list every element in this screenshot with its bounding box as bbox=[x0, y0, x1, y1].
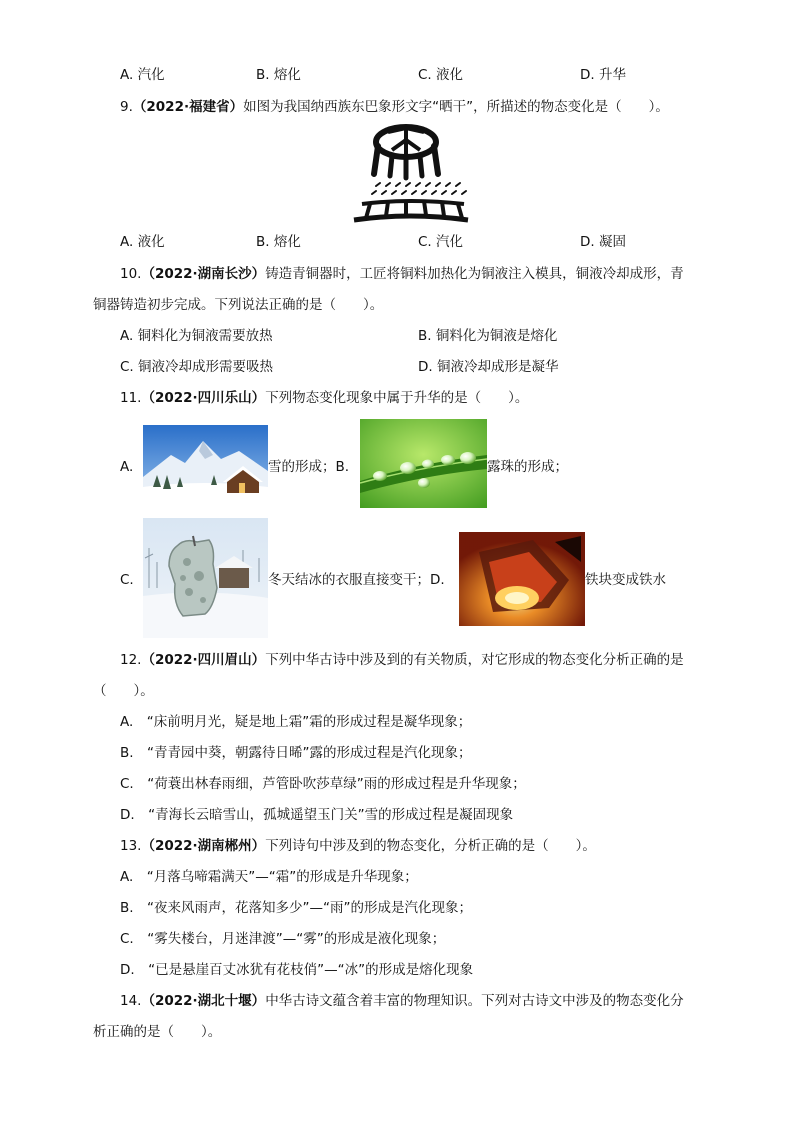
q14-number: 14. bbox=[120, 993, 142, 1009]
q10-source: （2022·湖南长沙） bbox=[141, 266, 266, 282]
q12-option-a: A. “床前明月光，疑是地上霜”霜的形成过程是凝华现象； bbox=[120, 714, 472, 730]
q11-option-d-text: 铁块变成铁水 bbox=[585, 572, 666, 588]
q11-option-c-label: C. bbox=[120, 572, 134, 588]
q14-stem-line2: 析正确的是（ ）。 bbox=[93, 1024, 222, 1040]
q10-option-d: D. 铜液冷却成形是凝华 bbox=[418, 359, 559, 375]
q13-option-a: A. “月落乌啼霜满天”—“霜”的形成是升华现象； bbox=[120, 869, 418, 885]
q11-text: 下列物态变化现象中属于升华的是（ ）。 bbox=[265, 390, 529, 406]
q13-text: 下列诗句中涉及到的物态变化，分析正确的是（ ）。 bbox=[265, 838, 596, 854]
snow-mountain-image bbox=[143, 425, 268, 505]
q12-text-line1: 下列中华古诗中涉及到的有关物质，对它形成的物态变化分析正确的是 bbox=[265, 652, 684, 668]
q8-option-b: B. 熔化 bbox=[256, 67, 301, 83]
dew-drops-image bbox=[360, 419, 487, 508]
q9-source: （2022·福建省） bbox=[132, 99, 244, 115]
q11-stem bbox=[120, 389, 528, 407]
q10-number: 10. bbox=[120, 266, 142, 282]
q12-number: 12. bbox=[120, 652, 142, 668]
q11-option-c-text: 冬天结冰的衣服直接变干；D. bbox=[268, 572, 445, 588]
q12-stem-line2: （ ）。 bbox=[93, 683, 154, 699]
q11-option-a-label: A. bbox=[120, 459, 134, 475]
frozen-clothes-image bbox=[143, 518, 268, 638]
q9-option-a: A. 液化 bbox=[120, 234, 165, 250]
q9-option-d: D. 凝固 bbox=[580, 234, 626, 250]
q10-stem-line1 bbox=[120, 265, 684, 283]
q9-option-b: B. 熔化 bbox=[256, 234, 301, 250]
q13-stem bbox=[120, 837, 596, 855]
q11-source: （2022·四川乐山） bbox=[141, 390, 266, 406]
q10-text-line1: 铸造青铜器时，工匠将铜料加热化为铜液注入模具，铜液冷却成形，青 bbox=[265, 266, 684, 282]
q12-option-b: B. “青青园中葵，朝露待日晞”露的形成过程是汽化现象； bbox=[120, 745, 472, 761]
q11-number: 11. bbox=[120, 390, 142, 406]
q10-option-b: B. 铜料化为铜液是熔化 bbox=[418, 328, 558, 344]
q8-option-a: A. 汽化 bbox=[120, 67, 165, 83]
q9-stem bbox=[120, 98, 669, 116]
q14-text-line1: 中华古诗文蕴含着丰富的物理知识。下列对古诗文中涉及的物态变化分 bbox=[265, 993, 684, 1009]
q10-option-a: A. 铜料化为铜液需要放热 bbox=[120, 328, 273, 344]
q10-stem-line2: 铜器铸造初步完成。下列说法正确的是（ ）。 bbox=[93, 297, 384, 313]
q14-source: （2022·湖北十堰） bbox=[141, 993, 266, 1009]
q13-option-b: B. “夜来风雨声，花落知多少”—“雨”的形成是汽化现象； bbox=[120, 900, 473, 916]
q10-option-c: C. 铜液冷却成形需要吸热 bbox=[120, 359, 274, 375]
q8-option-d: D. 升华 bbox=[580, 67, 626, 83]
q12-option-d: D. “青海长云暗雪山，孤城遥望玉门关”雪的形成过程是凝固现象 bbox=[120, 807, 514, 823]
q13-option-c: C. “雾失楼台，月迷津渡”—“雾”的形成是液化现象； bbox=[120, 931, 446, 947]
q12-option-c: C. “荷蓑出林春雨细，芦管卧吹莎草绿”雨的形成过程是升华现象； bbox=[120, 776, 526, 792]
q12-source: （2022·四川眉山） bbox=[141, 652, 266, 668]
q9-text: 如图为我国纳西族东巴象形文字“晒干”，所描述的物态变化是（ ）。 bbox=[243, 99, 669, 115]
q13-option-d: D. “已是悬崖百丈冰犹有花枝俏”—“冰”的形成是熔化现象 bbox=[120, 962, 474, 978]
q9-number: 9. bbox=[120, 99, 133, 115]
q8-option-c: C. 液化 bbox=[418, 67, 464, 83]
q9-option-c: C. 汽化 bbox=[418, 234, 464, 250]
q12-stem-line1 bbox=[120, 651, 684, 669]
dongba-pictograph-image bbox=[348, 120, 472, 226]
q13-number: 13. bbox=[120, 838, 142, 854]
q11-option-b-text: 露珠的形成； bbox=[487, 459, 568, 475]
q11-option-a-text: 雪的形成；B. bbox=[268, 459, 350, 475]
q13-source: （2022·湖南郴州） bbox=[141, 838, 266, 854]
q14-stem-line1 bbox=[120, 992, 684, 1010]
molten-iron-image bbox=[459, 532, 585, 626]
